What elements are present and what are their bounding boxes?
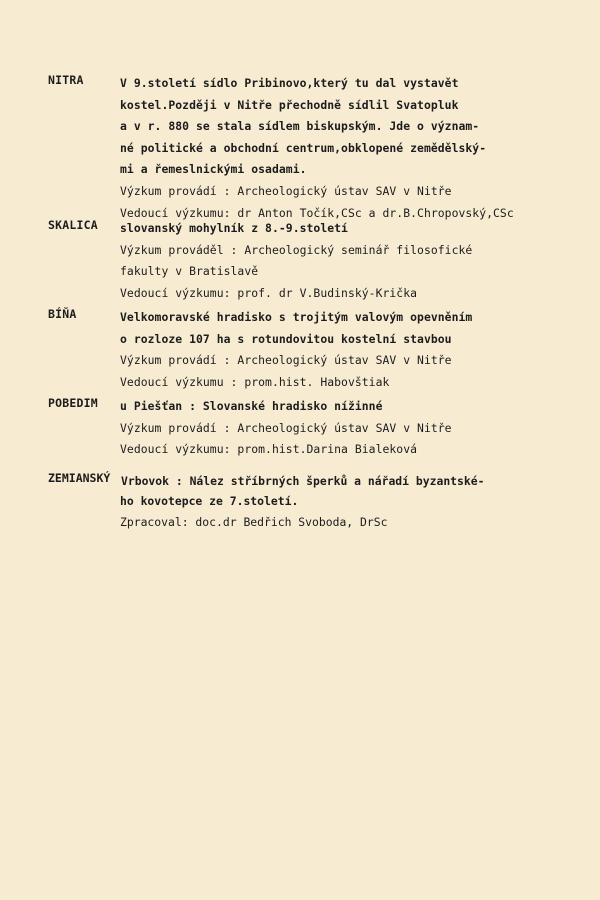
text-line: V 9.století sídlo Pribinovo,který tu dal vystavět bbox=[120, 76, 459, 90]
text-line: Velkomoravské hradisko s trojitým valovým opevněním bbox=[120, 310, 473, 324]
entry-text bbox=[120, 307, 590, 393]
site-name: NITRA bbox=[48, 73, 84, 87]
text-line: Vrbovok : Nález stříbrných šperků a nářadí byzantské- bbox=[121, 474, 485, 488]
site-name: ZEMIANSKÝ bbox=[48, 471, 111, 485]
text-line: mi a řemeslnickými osadami. bbox=[120, 162, 307, 177]
text-line: fakulty v Bratislavě bbox=[120, 264, 259, 279]
text-line: Vedoucí výzkumu : prom.hist. Habovštiak bbox=[120, 374, 390, 389]
text-line: Výzkum provádí : Archeologický ústav SAV v Nitře bbox=[120, 353, 452, 368]
site-name: BÍŇA bbox=[48, 307, 77, 321]
site-name: POBEDIM bbox=[48, 396, 98, 410]
text-line: Vedoucí výzkumu: prom.hist.Darina Bialeková bbox=[120, 442, 418, 457]
text-line: o rozloze 107 ha s rotundovitou kostelní stavbou bbox=[120, 331, 452, 346]
text-line: Vedoucí výzkumu: dr Anton Točík,CSc a dr.B.Chropovský,CSc bbox=[120, 205, 514, 220]
entry-text bbox=[120, 73, 590, 224]
text-line: Výzkum provádí : Archeologický ústav SAV v Nitře bbox=[120, 183, 452, 198]
text-line: a v r. 880 se stala sídlem biskupským. Jde o význam- bbox=[120, 119, 480, 134]
text-line: Výzkum provádí : Archeologický ústav SAV v Nitře bbox=[120, 420, 452, 435]
text-line: slovanský mohylník z 8.-9.století bbox=[120, 221, 348, 235]
site-name: SKALICA bbox=[48, 218, 98, 232]
text-line: Výzkum prováděl : Archeologický seminář filosofické bbox=[120, 242, 473, 257]
entry-text bbox=[120, 396, 590, 461]
text-line: Zpracoval: doc.dr Bedřich Svoboda, DrSc bbox=[120, 515, 388, 529]
text-line: Vedoucí výzkumu: prof. dr V.Budinský-Krička bbox=[120, 285, 418, 300]
text-line: né politické a obchodní centrum,obklopené zemědělský- bbox=[120, 140, 487, 155]
text-line: kostel.Později v Nitře přechodně sídlil Svatopluk bbox=[120, 97, 459, 112]
text-line: u Piešťan : Slovanské hradisko nížinné bbox=[120, 399, 383, 413]
entry-text bbox=[120, 218, 590, 304]
text-line: ho kovotepce ze 7.století. bbox=[120, 494, 299, 508]
